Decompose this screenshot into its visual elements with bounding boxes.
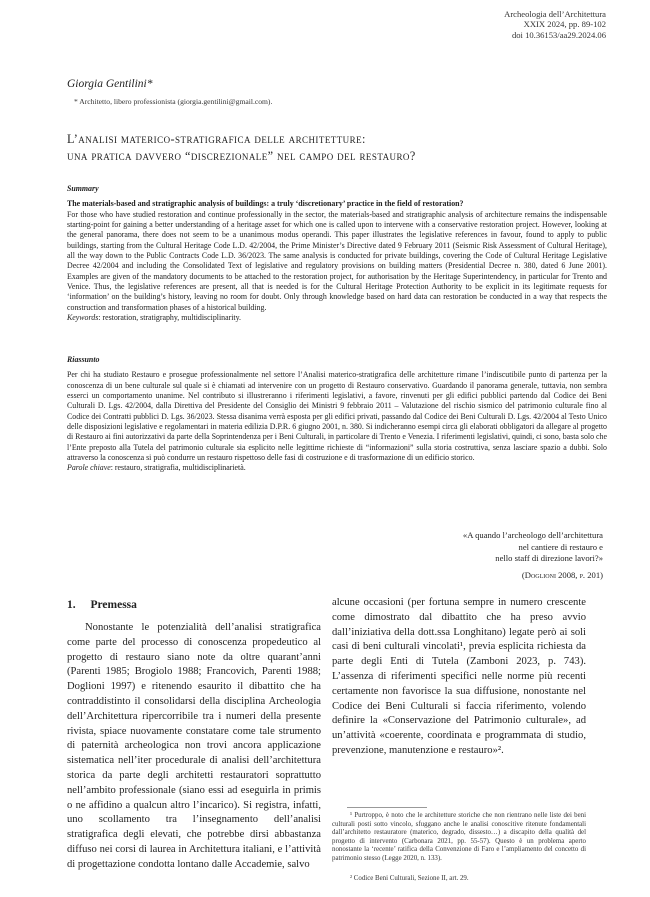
- body-column-right: [332, 596, 586, 759]
- riassunto-body: Per chi ha studiato Restauro e prosegue professionalmente nel settore l’Analisi materico-stratigrafica delle architetture rimane l’indiscutibile punto di partenza per la conoscenza di un bene culturale sul quale si è chiamati ad intervenire con un progetto di Restauro conservativo. Guardando il panorama generale, tuttavia, non sembra esserci un comportamento unanime. Nel contributo si illustreranno i riferimenti legislativi, a favore, rinvenuti per gli edifici pubblici partendo dal Codice dei Beni Culturali D. Lgs. 42/2004, dalla Direttiva del Presidente del Consiglio dei Ministri 9 febbraio 2011 – Valutazione del rischio sismico del patrimonio culturale fino al Codice dei Contratti pubblici D. Lgs. 36/2023. Stessa disanima verrà esposta per gli edifici privati, passando dal Codice dei Beni Culturali D. Lgs. 42/2004 al Testo Unico delle disposizioni legislative e regolamentari in materia edilizia D.P.R. 6 giugno 2001, n. 380. Si indicheranno esempi circa gli elaborati obbligatori da allegare al progetto di Restauro ai fini autorizzativi da parte della Soprintendenza per i Beni Culturali, in particolare di Trento e Venezia. I riferimenti legislativi, quindi, ci sono, basta solo che l’Ente preposto alla Tutela del patrimonio culturale sia esplicito nelle legittime richieste di “informazioni” sulla storia costruttiva, senza lasciare spazio a dubbi. Solo attraverso la conoscenza si può condurre un restauro rispettoso delle fasi di costruzione e di trasformazione di un edificio storico.: [67, 370, 607, 463]
- body-paragraph-right: alcune occasioni (per fortuna sempre in numero crescente come dimostrato dal dibattito che ha preso avvio dall’iniziativa della dott.ssa Longhitano) legate però ai soli casi di beni culturali vincolati¹, previa esplicita richiesta da parte degli Enti di Tutela (Zamboni 2023, p. 743). L’assenza di riferimenti specifici nelle norme più recenti certamente non favorisce la sua diffusione, nonostante nel Codice dei Beni Culturali si faccia riferimento, volendo definire la «Conservazione del Patrimonio culturale», ad un’attività «coerente, coordinata e programmata di studio, prevenzione, manutenzione e restauro»².: [332, 597, 586, 756]
- epigraph-line-3: nello staff di direzione lavori?»: [495, 553, 603, 564]
- footnote-1: [332, 812, 586, 864]
- epigraph-line-2: nel cantiere di restauro e: [518, 541, 603, 552]
- summary-subtitle: The materials-based and stratigraphic analysis of buildings: a truly ‘discretionary’ practice in the field of restoration?: [67, 199, 464, 209]
- section-heading: [67, 599, 137, 611]
- epigraph-source: (Doglioni 2008, p. 201): [521, 569, 603, 580]
- keywords-label: Keywords: [67, 313, 99, 323]
- footnote-2: [332, 875, 586, 884]
- section-number: 1.: [67, 599, 76, 611]
- keywords-text: : restoration, stratigraphy, multidisciplinarity.: [98, 313, 242, 323]
- author-affiliation: * Architetto, libero professionista (giorgia.gentilini@gmail.com).: [74, 97, 273, 106]
- section-title: Premessa: [90, 599, 137, 611]
- volume-pages: XXIX 2024, pp. 89-102: [523, 19, 606, 30]
- epigraph-line-1: «A quando l’archeologo dell’architettura: [462, 530, 603, 540]
- riassunto-keywords: [67, 463, 607, 473]
- body-column-left: [67, 621, 321, 873]
- article-title: [67, 131, 607, 165]
- epigraph: [463, 530, 603, 581]
- footnote-2-text: ² Codice Beni Culturali, Sezione II, art. 29.: [350, 875, 469, 882]
- summary-section: [67, 184, 607, 323]
- doi: doi 10.36153/aa29.2024.06: [511, 29, 606, 40]
- author-name: Giorgia Gentilini*: [67, 78, 153, 90]
- body-paragraph-left: Nonostante le potenzialità dell’analisi stratigrafica come parte del processo di conoscenza propedeutico al progetto di restauro siano note da oltre quarant’anni (Parenti 1985; Brogiolo 1988; Francovich, Parenti 1988; Doglioni 1997) e ritenendo esaurito il dibattito che ha contraddistinto il consolidarsi della disciplina Archeologia dell’Architettura ripercorribile tra i numeri della presente rivista, spiace nuovamente constatare come tale strumento di paternità archeologica non trovi ancora applicazione sistematica nell’iter procedurale di analisi dell’architettura storica da parte degli architetti restauratori soprattutto nell’ambito professionale (siano essi ad eseguirla in primis o ne affidino a qualcun altro l’incarico). Si registra, infatti, uno scollamento tra l’insegnamento dell’analisi stratigrafica degli elevati, che potrebbe dirsi abbastanza diffuso nei corsi di laurea in Architettura italiani, e l’attività di progettazione condotta lontano dalle Accademie, salvo: [67, 622, 321, 870]
- footnote-divider: [347, 807, 427, 808]
- summary-heading: Summary: [67, 184, 99, 193]
- parole-chiave-label: Parole chiave: [67, 463, 111, 473]
- summary-keywords: [67, 313, 607, 323]
- journal-name: Archeologia dell’Architettura: [504, 9, 606, 19]
- riassunto-section: [67, 355, 607, 474]
- summary-body: For those who have studied restoration and continue professionally in the sector, the materials-based and stratigraphic analysis of architecture remains the indispensable starting-point for gaining a better understanding of a heritage asset for which one is called upon to intervene with a conservative restoration project. However, looking at the general panorama, there does not seem to be a unanimous modus operandi. This paper illustrates the legislative references in favour, found to apply to public buildings, starting from the Cultural Heritage Code L.D. 42/2004, the Prime Minister’s Directive dated 9 February 2011 (Seismic Risk Assessment of Cultural Heritage), all the way down to the Public Contracts Code L.D. 36/2023. The same analysis is conducted for private buildings, covering the Code of Cultural Heritage Legislative Decree 42/2004 and including the Consolidated Text of legislative and regulatory provisions on building matters (Presidential Decree n. 380, dated 6 June 2001). Examples are given of the mandatory documents to be attached to the restoration project, for authorisation by the Heritage Superintendency, in particular for Trento and Venice. Thus, the legislative references are present, all that is needed is for the Cultural Heritage Protection Authority to be explicit in its legitimate requests for ‘information’ on the building’s history, leaving no room for doubt. Only through knowledge based on hard data can restoration be conducted in a way that respects the construction and transformation phases of a historical building.: [67, 209, 607, 312]
- parole-chiave-text: : restauro, stratigrafia, multidisciplinarietà.: [110, 463, 246, 473]
- footnote-1-text: ¹ Purtroppo, è noto che le architetture storiche che non rientrano nelle liste dei beni culturali posti sotto vincolo, sfuggano anche le analisi conoscitive ritenute fondamentali dall’architetto restauratore (materico, degrado, dissesto…) a discapito della qualità del progetto di intervento (Carbonara 2021, pp. 55-57). Questo è un problema aperto nonostante la ‘recente’ ratifica della Convenzione di Faro e l’ampliamento del concetto di patrimonio stesso (Legge 2020, n. 133).: [332, 812, 586, 862]
- running-head: [504, 9, 606, 40]
- title-line-1: L’analisi materico-stratigrafica delle architetture:: [67, 132, 366, 146]
- title-line-2: una pratica davvero “discrezionale” nel campo del restauro?: [67, 149, 416, 163]
- riassunto-heading: Riassunto: [67, 355, 100, 364]
